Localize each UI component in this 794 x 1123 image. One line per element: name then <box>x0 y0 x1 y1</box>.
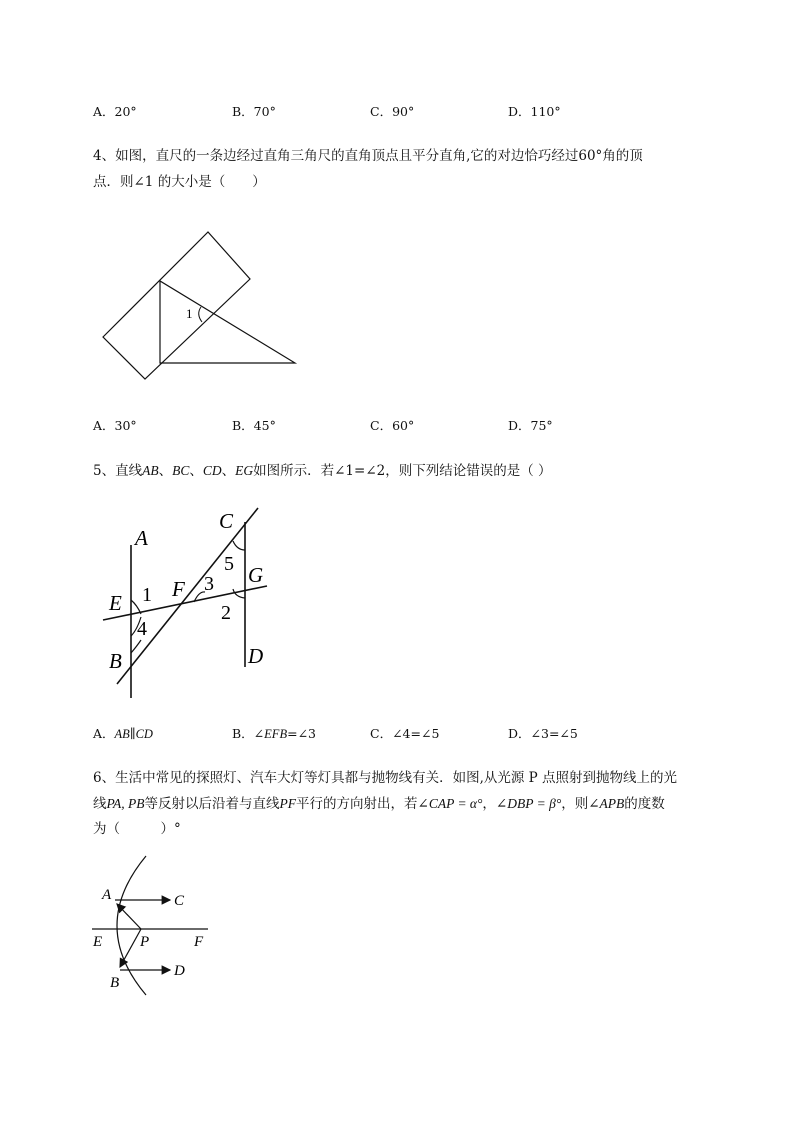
label-d: D <box>174 963 185 979</box>
q5-line-cd: CD <box>202 463 222 478</box>
angle5-arc <box>233 541 245 550</box>
q4-option-d[interactable]: D．75° <box>508 418 553 433</box>
q5-option-d[interactable]: D．∠3=∠5 <box>508 726 578 741</box>
q6-l2-c: 平行的方向射出，若∠ <box>296 796 429 812</box>
q5-sep1: 、 <box>158 463 173 479</box>
q6-text-line1: 6、生活中常见的探照灯、汽车大灯等灯具都与抛物线有关．如图,从光源 P 点照射到抛物线上的光 <box>93 770 678 786</box>
angle1-label: 1 <box>186 306 193 321</box>
q4-option-b[interactable]: B．45° <box>232 418 276 433</box>
label-3: 3 <box>204 573 214 595</box>
q5-line-ab: AB <box>142 463 159 478</box>
q4-text-line2: 点．则∠1 的大小是（ ） <box>93 174 266 190</box>
label-f: F <box>172 577 185 601</box>
q3-option-b[interactable]: B．70° <box>232 104 276 119</box>
label-b: B <box>109 649 122 673</box>
q4-option-a[interactable]: A．30° <box>93 418 137 433</box>
ray-pa <box>117 904 141 929</box>
q5-option-a-expr: AB∥CD <box>114 727 153 741</box>
parabola-curve <box>117 856 146 995</box>
label-e: E <box>109 591 122 615</box>
q6-l2-a: 线 <box>93 796 107 812</box>
q5-prefix: 5、直线 <box>93 463 143 479</box>
line-eg <box>103 586 267 620</box>
q6-l2-b: 等反射以后沿着与直线 <box>144 796 280 812</box>
q6-l2-d: ，∠ <box>482 796 508 812</box>
q6-figure <box>88 853 218 998</box>
q5-option-b[interactable] <box>232 724 316 742</box>
q5-line-eg: EG <box>235 463 254 478</box>
label-a: A <box>135 526 148 550</box>
angleB-arc <box>131 640 141 653</box>
q5-figure <box>95 500 295 700</box>
q6-text-line2 <box>93 792 665 812</box>
q5-line-bc: BC <box>172 463 190 478</box>
q5-option-a[interactable] <box>93 724 153 742</box>
q5-option-a-prefix: A． <box>93 726 115 741</box>
ruler-shape <box>103 232 250 379</box>
q3-option-d[interactable]: D．110° <box>508 104 561 119</box>
label-b: B <box>110 975 120 991</box>
q5-sep2: 、 <box>189 463 203 479</box>
label-e: E <box>93 934 103 950</box>
q5-option-b-prefix: B．∠ <box>232 726 265 741</box>
label-p: P <box>140 934 150 950</box>
q4-text-line1: 4、如图，直尺的一条边经过直角三角尺的直角顶点且平分直角,它的对边恰巧经过60°角的顶 <box>93 148 643 164</box>
q6-line-pf: PF <box>279 796 296 811</box>
label-5: 5 <box>224 553 234 575</box>
triangle-shape <box>160 281 295 363</box>
q6-rays: PA, PB <box>106 796 145 811</box>
angle1-arc <box>131 600 141 614</box>
q5-option-b-expr: EFB <box>264 727 288 741</box>
label-g: G <box>248 563 264 587</box>
q6-text-line3: 为（ ）° <box>93 821 181 837</box>
q4-option-c[interactable]: C．60° <box>370 418 415 433</box>
label-1: 1 <box>142 584 152 606</box>
label-4: 4 <box>137 618 147 640</box>
q5-sep3: 、 <box>221 463 236 479</box>
q3-option-c[interactable]: C．90° <box>370 104 415 119</box>
label-f: F <box>194 934 204 950</box>
label-c: C <box>174 893 185 909</box>
q5-option-b-suffix: =∠3 <box>287 726 316 741</box>
q6-l2-e: ，则∠ <box>561 796 600 812</box>
ray-pb <box>120 929 141 967</box>
q6-angle-dbp: DBP = β° <box>507 796 562 811</box>
q3-option-a[interactable]: A．20° <box>93 104 137 119</box>
q5-option-c[interactable]: C．∠4=∠5 <box>370 726 440 741</box>
q6-angle-cap: CAP = α° <box>428 796 483 811</box>
q6-l2-f: 的度数 <box>624 796 665 812</box>
label-2: 2 <box>221 602 231 624</box>
q5-text <box>93 459 552 479</box>
q6-angle-apb: APB <box>599 796 625 811</box>
angle1-arc <box>199 307 202 322</box>
label-a: A <box>102 887 112 903</box>
label-d: D <box>248 644 264 668</box>
q4-figure <box>95 225 305 385</box>
q5-suffix: 如图所示．若∠1=∠2，则下列结论错误的是（ ） <box>253 463 552 479</box>
label-c: C <box>219 509 234 533</box>
